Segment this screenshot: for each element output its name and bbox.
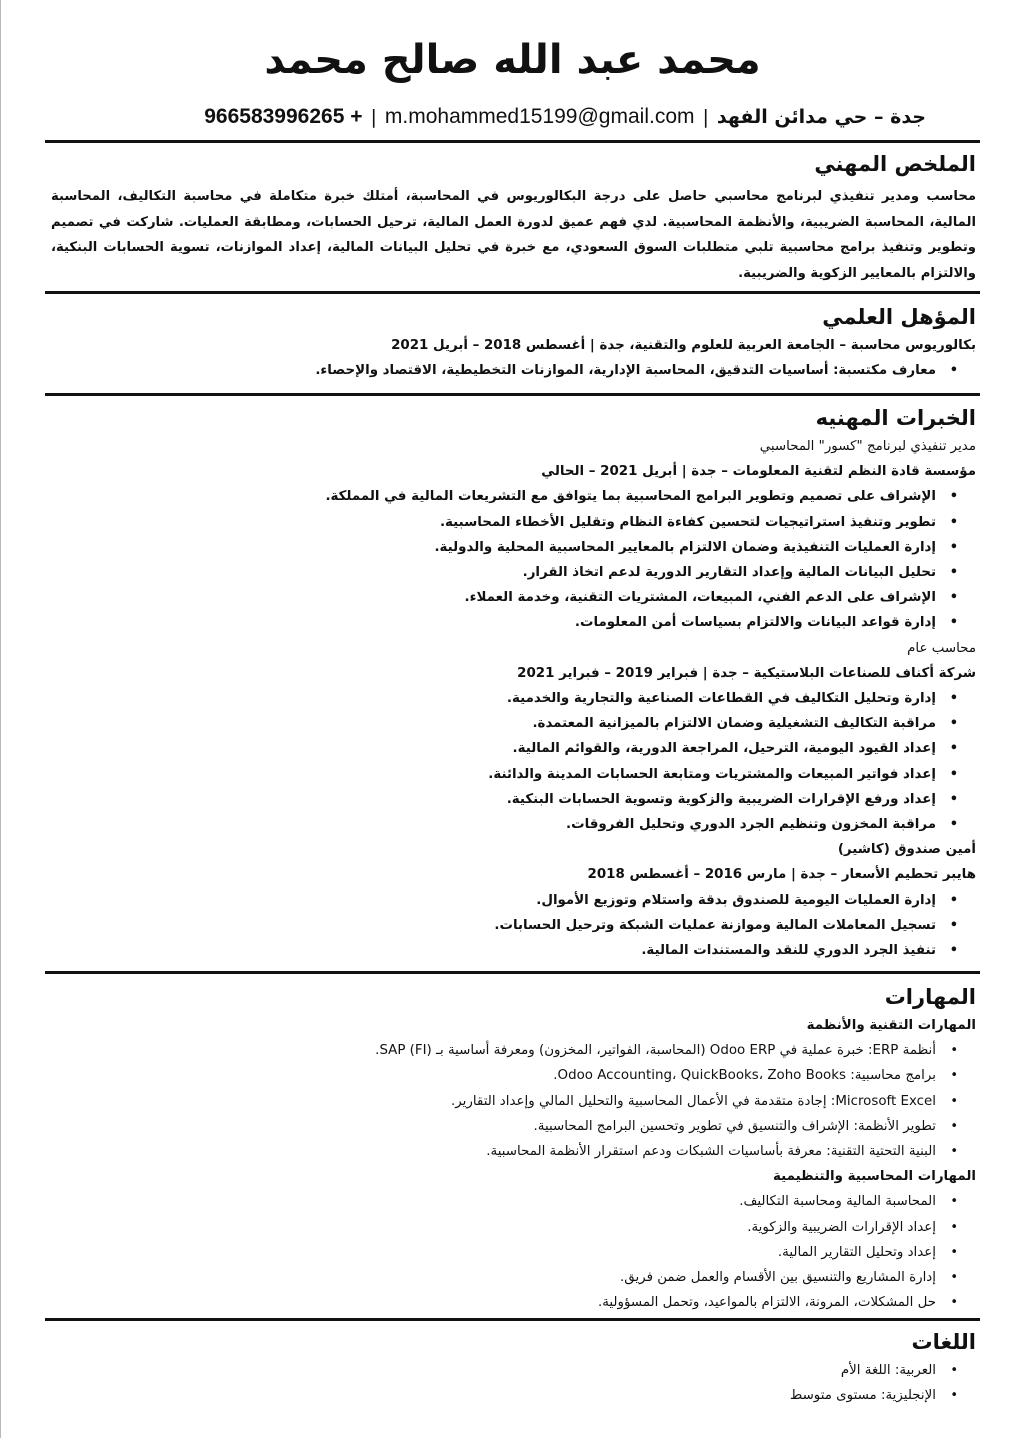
bullet-icon: • — [949, 892, 958, 908]
section-divider — [45, 1318, 980, 1321]
job-role: مدير تنفيذي لبرنامج "كسور" المحاسبي — [759, 439, 976, 454]
list-item: • البنية التحتية التقنية: معرفة بأساسيات الشبكات ودعم استقرار الأنظمة المحاسبية. — [45, 1139, 958, 1164]
contact-line — [101, 100, 926, 134]
bullet-icon: • — [950, 1363, 958, 1378]
list-item: • تنفيذ الجرد الدوري للنقد والمستندات المالية. — [45, 938, 958, 963]
job-company: هايبر تحطيم الأسعار – جدة | مارس 2016 – أغسطس 2018 — [587, 867, 976, 883]
job-duties — [45, 686, 980, 837]
technical-skills-title: المهارات التقنية والأنظمة — [806, 1018, 976, 1033]
accounting-skills-list — [45, 1189, 980, 1315]
list-item: • إدارة وتحليل التكاليف في القطاعات الصناعية والتجارية والخدمية. — [45, 686, 958, 711]
bullet-icon: • — [949, 917, 958, 933]
bullet-icon: • — [950, 1194, 958, 1210]
languages-title: اللغات — [911, 1330, 976, 1354]
bullet-icon: • — [949, 943, 958, 959]
phone-number: 966583996265 + — [204, 105, 363, 128]
list-item: • إدارة قواعد البيانات والالتزام بسياسات أمن المعلومات. — [45, 610, 958, 635]
job-role: محاسب عام — [907, 640, 976, 656]
list-item: • الإشراف على تصميم وتطوير البرامج المحاسبية بما يتوافق مع التشريعات المالية في المملكة. — [45, 484, 958, 509]
bullet-icon: • — [949, 741, 958, 757]
list-item: • إعداد ورفع الإقرارات الضريبية والزكوية وتسوية الحسابات البنكية. — [45, 787, 958, 812]
summary-text: محاسب ومدير تنفيذي لبرنامج محاسبي حاصل على درجة البكالوريوس في المحاسبة، أمتلك خبرة متكاملة في محاسبة التكاليف، المحاسبة المالية، المحاسبة الضريبية، والأنظمة المحاسبية. لدي فهم عميق لدورة العمل المالية، ترحيل الحسابات، ومطابقة العمليات. شاركت في تصميم وتطوير وتنفيذ برامج محاسبية تلبي متطلبات السوق السعودي، مع خبرة في تحليل البيانات المالية، إعداد الموازنات، تسوية الحسابات البنكية، والالتزام بالمعايير الزكوية والضريبية. — [51, 189, 976, 281]
list-item: • تحليل البيانات المالية وإعداد التقارير الدورية لدعم اتخاذ القرار. — [45, 560, 958, 585]
education-section — [45, 301, 980, 383]
education-title: المؤهل العلمي — [822, 305, 976, 329]
bullet-icon: • — [949, 539, 958, 555]
skills-title: المهارات — [884, 985, 976, 1009]
section-divider — [45, 393, 980, 396]
list-item: • إدارة المشاريع والتنسيق بين الأقسام والعمل ضمن فريق. — [45, 1265, 958, 1290]
job-role: أمين صندوق (كاشير) — [837, 842, 976, 858]
job-duties — [45, 484, 980, 635]
list-item: • Microsoft Excel: إجادة متقدمة في الأعمال المحاسبية والتحليل المالي وإعداد التقارير. — [45, 1089, 958, 1114]
list-item: • الإشراف على الدعم الفني، المبيعات، المشتريات التقنية، وخدمة العملاء. — [45, 585, 958, 610]
list-item: • مراقبة المخزون وتنظيم الجرد الدوري وتحليل الفروقات. — [45, 812, 958, 837]
bullet-icon: • — [950, 1093, 958, 1109]
bullet-icon: • — [950, 1068, 958, 1084]
job-company: مؤسسة قادة النظم لتقنية المعلومات – جدة | أبريل 2021 – الحالي — [541, 464, 976, 480]
job-duties — [45, 888, 980, 964]
list-item: • الإنجليزية: مستوى متوسط — [45, 1383, 958, 1408]
experience-title: الخبرات المهنيه — [815, 406, 976, 430]
section-divider — [45, 971, 980, 974]
bullet-icon: • — [949, 590, 958, 606]
bullet-icon: • — [950, 1295, 958, 1311]
location: جدة – حي مدائن الفهد — [716, 106, 926, 128]
technical-skills-list — [45, 1038, 980, 1164]
list-item: • العربية: اللغة الأم — [45, 1358, 958, 1383]
bullet-icon: • — [949, 691, 958, 707]
education-list — [45, 358, 980, 383]
bullet-icon: • — [950, 1219, 958, 1235]
bullet-icon: • — [949, 766, 958, 782]
email-address[interactable]: m.mohammed15199@gmail.com — [384, 105, 695, 128]
accounting-skills-title: المهارات المحاسبية والتنظيمية — [773, 1169, 976, 1185]
list-item: • المحاسبة المالية ومحاسبة التكاليف. — [45, 1189, 958, 1214]
experience-section — [45, 402, 980, 963]
list-item: • إدارة العمليات اليومية للصندوق بدقة واستلام وتوزيع الأموال. — [45, 888, 958, 913]
bullet-icon: • — [949, 565, 958, 581]
list-item: • مراقبة التكاليف التشغيلية وضمان الالتزام بالميزانية المعتمدة. — [45, 711, 958, 736]
list-item: • إدارة العمليات التنفيذية وضمان الالتزام بالمعايير المحاسبية المحلية والدولية. — [45, 535, 958, 560]
list-item: • معارف مكتسبة: أساسيات التدقيق، المحاسبة الإدارية، الموازنات التخطيطية، الاقتصاد والإحصاء. — [45, 358, 958, 383]
bullet-icon: • — [949, 791, 958, 807]
bullet-icon: • — [950, 1144, 958, 1160]
list-item: • إعداد الإقرارات الضريبية والزكوية. — [45, 1215, 958, 1240]
bullet-icon: • — [949, 716, 958, 732]
bullet-icon: • — [949, 363, 958, 379]
list-item: • أنظمة ERP: خبرة عملية في Odoo ERP (المحاسبة، الفواتير، المخزون) ومعرفة أساسية بـ SAP (FI). — [45, 1038, 958, 1063]
languages-list — [45, 1358, 980, 1408]
candidate-name: محمد عبد الله صالح محمد — [264, 37, 761, 83]
section-divider — [45, 140, 980, 143]
list-item: • تسجيل المعاملات المالية وموازنة عمليات الشبكة وترحيل الحسابات. — [45, 913, 958, 938]
list-item: • حل المشكلات، المرونة، الالتزام بالمواعيد، وتحمل المسؤولية. — [45, 1290, 958, 1315]
job-company: شركة أكناف للصناعات البلاستيكية – جدة | فبراير 2019 – فبراير 2021 — [517, 665, 976, 681]
list-item: • إعداد وتحليل التقارير المالية. — [45, 1240, 958, 1265]
bullet-icon: • — [949, 489, 958, 505]
bullet-icon: • — [950, 1270, 958, 1286]
separator: | — [370, 106, 377, 128]
skills-section — [45, 981, 980, 1315]
summary-section — [45, 148, 980, 286]
list-item: • تطوير وتنفيذ استراتيجيات لتحسين كفاءة النظام وتقليل الأخطاء المحاسبية. — [45, 510, 958, 535]
bullet-icon: • — [949, 514, 958, 530]
bullet-icon: • — [950, 1244, 958, 1260]
separator: | — [702, 106, 709, 128]
degree-line: بكالوريوس محاسبة – الجامعة العربية للعلوم والتقنية، جدة | أغسطس 2018 – أبريل 2021 — [391, 338, 976, 353]
summary-title: الملخص المهني — [814, 152, 976, 176]
bullet-icon: • — [950, 1388, 958, 1404]
list-item: • إعداد فواتير المبيعات والمشتريات ومتابعة الحسابات المدينة والدائنة. — [45, 762, 958, 787]
section-divider — [45, 291, 980, 294]
list-item: • إعداد القيود اليومية، الترحيل، المراجعة الدورية، والقوائم المالية. — [45, 736, 958, 761]
languages-section — [45, 1326, 980, 1408]
list-item: • تطوير الأنظمة: الإشراف والتنسيق في تطوير وتحسين البرامج المحاسبية. — [45, 1114, 958, 1139]
bullet-icon: • — [950, 1118, 958, 1134]
list-item: • برامج محاسبية: Odoo Accounting، QuickBooks، Zoho Books. — [45, 1063, 958, 1088]
bullet-icon: • — [949, 817, 958, 833]
bullet-icon: • — [949, 615, 958, 631]
bullet-icon: • — [950, 1043, 958, 1059]
